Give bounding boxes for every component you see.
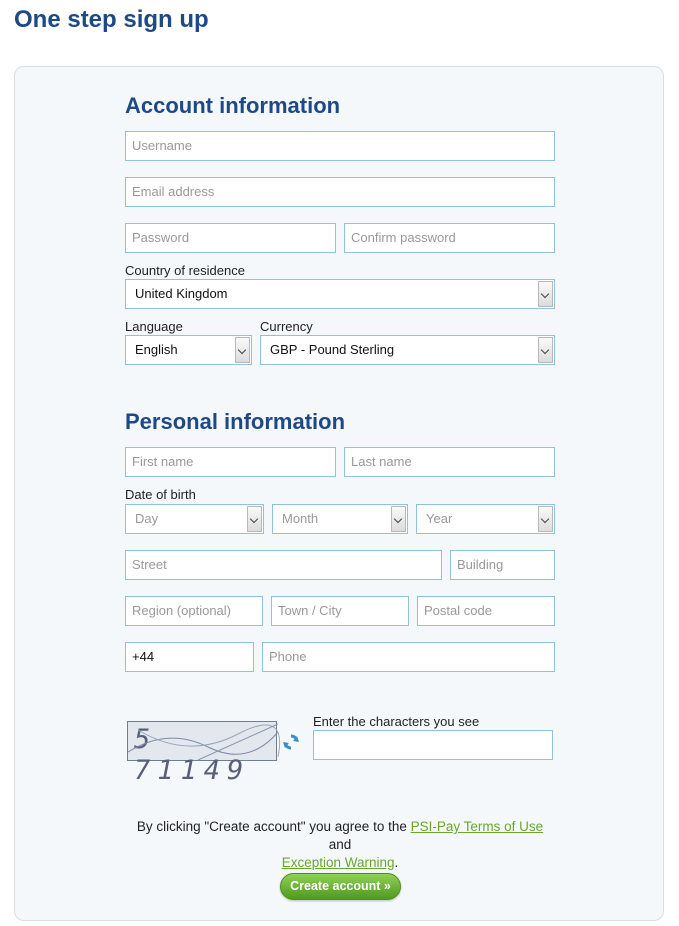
street-input[interactable]: Street — [125, 550, 442, 580]
terms-prefix: By clicking "Create account" you agree to the — [136, 819, 411, 834]
last-name-input[interactable]: Last name — [344, 447, 555, 477]
captcha-noise — [128, 722, 278, 762]
dob-label: Date of birth — [125, 487, 196, 502]
username-input[interactable]: Username — [125, 131, 555, 161]
dob-month-select[interactable] — [272, 504, 408, 534]
dob-day-select[interactable] — [125, 504, 264, 534]
create-account-button[interactable]: Create account » — [280, 873, 401, 900]
currency-label: Currency — [260, 319, 313, 334]
year-placeholder: Year — [426, 511, 453, 526]
currency-value: GBP - Pound Sterling — [270, 342, 395, 357]
first-name-input[interactable]: First name — [125, 447, 336, 477]
email-input[interactable]: Email address — [125, 177, 555, 207]
refresh-icon[interactable] — [282, 733, 300, 751]
terms-of-use-link[interactable]: PSI-Pay Terms of Use — [410, 819, 544, 834]
dob-year-select[interactable] — [416, 504, 555, 534]
terms-middle: and — [328, 837, 352, 852]
language-select[interactable] — [125, 335, 252, 365]
chevron-down-icon[interactable] — [247, 506, 262, 532]
account-section-heading: Account information — [125, 93, 341, 118]
confirm-password-input[interactable]: Confirm password — [344, 223, 555, 253]
town-input[interactable]: Town / City — [271, 596, 409, 626]
month-placeholder: Month — [282, 511, 319, 526]
phone-code-input[interactable]: +44 — [125, 642, 254, 672]
building-input[interactable]: Building — [450, 550, 555, 580]
chevron-down-icon[interactable] — [391, 506, 406, 532]
day-placeholder: Day — [135, 511, 159, 526]
region-input[interactable]: Region (optional) — [125, 596, 263, 626]
captcha-characters: 5 71149 — [134, 724, 251, 786]
captcha-prompt: Enter the characters you see — [313, 714, 480, 729]
language-value: English — [135, 342, 178, 357]
language-label: Language — [125, 319, 183, 334]
password-input[interactable]: Password — [125, 223, 336, 253]
chevron-down-icon[interactable] — [235, 337, 250, 363]
terms-suffix: . — [394, 855, 399, 870]
captcha-image — [127, 721, 277, 786]
chevron-down-icon[interactable] — [538, 337, 553, 363]
chevron-down-icon[interactable] — [538, 506, 553, 532]
personal-section-heading: Personal information — [125, 409, 346, 434]
country-value: United Kingdom — [135, 286, 228, 301]
captcha-input[interactable] — [313, 730, 553, 760]
phone-input[interactable]: Phone — [262, 642, 555, 672]
postal-code-input[interactable]: Postal code — [417, 596, 555, 626]
chevron-down-icon[interactable] — [538, 281, 553, 307]
country-label: Country of residence — [125, 263, 245, 278]
currency-select[interactable] — [260, 335, 555, 365]
exception-warning-link[interactable]: Exception Warning — [281, 855, 395, 870]
page-title: One step sign up — [14, 6, 209, 33]
terms-text — [125, 818, 555, 872]
country-select[interactable] — [125, 279, 555, 309]
